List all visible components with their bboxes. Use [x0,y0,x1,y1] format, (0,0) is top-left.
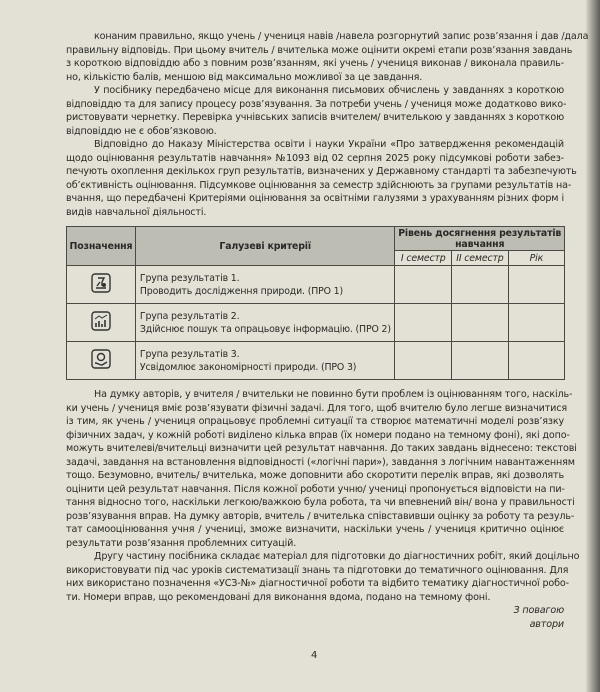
text-line: використовувати під час уроків систематизації знань та підготовки до тематичного оцінювання. Для [66,564,569,576]
group-title: Група результатів 1. [139,272,240,284]
text-line: На думку авторів, у вчителя / вчительки не повинно бути проблем із оцінюванням того, наскіль- [94,389,573,400]
text-line: результати розв’язання проблемних ситуацій. [66,537,297,549]
text-line: У посібнику передбачено місце для виконання письмових обчислень у завданнях з короткою [94,85,564,96]
paragraph [66,138,577,219]
text-line: видів навчальної діяльності. [66,206,207,218]
text-line: Відповідно до Наказу Міністерства освіти і науки України «Про затвердження рекомендацій [94,139,564,150]
text-line: тат самооцінювання учня / учениці, зможе визначити, наскільки учень / учениця критично оцінює [66,524,564,535]
header-sem2: II семестр [452,251,509,266]
text-line: ти. Номери вправ, що рекомендовані для виконання вдома, подано на темному фоні. [66,591,491,603]
cell-year[interactable] [508,342,564,380]
cell-sem2[interactable] [452,266,509,304]
group-title: Група результатів 2. [139,310,240,322]
cell-sem1[interactable] [395,266,452,304]
text-line: розв’язування вправ. На думку авторів, вчитель / вчителька співставивши оцінку за роботу та резуль- [66,510,575,522]
header-criteria: Галузеві критерії [135,227,395,266]
research-icon [91,273,111,293]
group-description: Усвідомлює закономірності природи. (ПРО 3) [139,361,357,373]
text-line: з короткою відповіддю або з повним розв’язанням, які учень / учениця виконав / виконала правиль- [66,58,564,69]
page-edge-shadow [586,0,600,692]
text-line: печують охоплення декількох груп результатів, визначених у Державному стандарті та забезпечують [66,166,577,177]
page-number: 4 [311,650,318,661]
text-line: відповіддю та для запису процесу розв’язування. За потреби учень / учениця може додатково вико- [66,98,567,110]
assessment-table [66,226,565,380]
text-line: із тим, як учень / учениця опрацьовує проблемні ситуації та створює математичні моделі розв’язку [66,416,564,427]
header-sem1: I семестр [395,251,452,266]
paragraph [66,550,580,604]
text-line: фізичних задач, у кожній роботі виділено кілька вправ (їх номери подано на темному фоні), які допо- [66,429,570,441]
text-line: оцінити цей результат навчання. Після кожної роботи учню/ учениці пропонується відповісти на пи- [66,483,565,495]
signature-line1: З повагою [513,605,564,616]
cell-year[interactable] [508,266,564,304]
text-line: них використано позначення «УСЗ-№» діагностичної роботи та відбито тематику діагностичної робо- [66,578,569,589]
text-line: правильну відповідь. При цьому вчитель / вчителька може оцінити окремі етапи розв’язання завдань [66,44,573,56]
text-line: щодо оцінювання результатів навчання» №1093 від 02 серпня 2025 року підсумкові роботи забез- [66,152,564,164]
cell-sem1[interactable] [395,342,452,380]
nature-hand-icon [91,349,111,369]
body-text [66,388,580,604]
text-line: но, кількістю балів, меншою від максимально можливої за це завдання. [66,71,423,83]
group-title: Група результатів 3. [139,348,240,360]
group-description: Здійснює пошук та опрацьовує інформацію. (ПРО 2) [139,323,391,335]
cell-year[interactable] [508,304,564,342]
text-line: можуть вчителеві/вчительці визначити цей результат навчання. До таких завдань віднесено: текстові [66,443,577,454]
paragraph [66,84,567,138]
table-row [67,342,565,380]
text-line: тощо. Безумовно, вчитель/ вчителька, може доповнити або скоротити перелік вправ, які дозволять [66,470,564,481]
text-line: ки учень / учениця вміє розв’язувати фізичні задачі. Для того, щоб вчителю було легше визначитися [66,402,567,414]
text-line: конаним правильно, якщо учень / учениця навів /навела розгорнутий запис розв’язання і дав /дала [94,31,589,42]
header-designation: Позначення [67,227,136,266]
cell-sem2[interactable] [452,304,509,342]
text-line: об’єктивність оцінювання. Підсумкове оцінювання за семестр здійснюють за групами результатів на- [66,179,572,191]
signature-line2: автори [529,618,564,630]
intro-text [66,30,589,219]
text-line: ристовувати чернетку. Перевірка учнівських записів вчителем/ вчителькою у завданнях з короткою [66,112,564,123]
text-line: вчання, що передбачені Критеріями оцінювання за освітніми галузями з урахуванням різних форм і [66,193,564,204]
text-line: відповіддю не є обов’язковою. [66,125,217,137]
text-line: Другу частину посібника складає матеріал для підготовки до діагностичних робіт, який доцільно [94,551,580,562]
header-year: Рік [508,251,564,266]
text-line: тання відносно того, наскільки легкою/важкою була робота, та чи впевнений він/ вона у правильності [66,497,575,508]
table-row [67,266,565,304]
group-description: Проводить дослідження природи. (ПРО 1) [139,285,344,297]
signature [66,604,564,631]
table-row [67,304,565,342]
paragraph [66,30,589,84]
document-page [66,30,589,631]
cell-sem2[interactable] [452,342,509,380]
paragraph [66,388,577,550]
chart-info-icon [91,311,111,331]
header-level: Рівень досягнення результатів навчання [395,227,565,251]
cell-sem1[interactable] [395,304,452,342]
text-line: задачі, завдання на встановлення відповідності («логічні пари»), завдання з логічним навантаженням [66,456,575,468]
